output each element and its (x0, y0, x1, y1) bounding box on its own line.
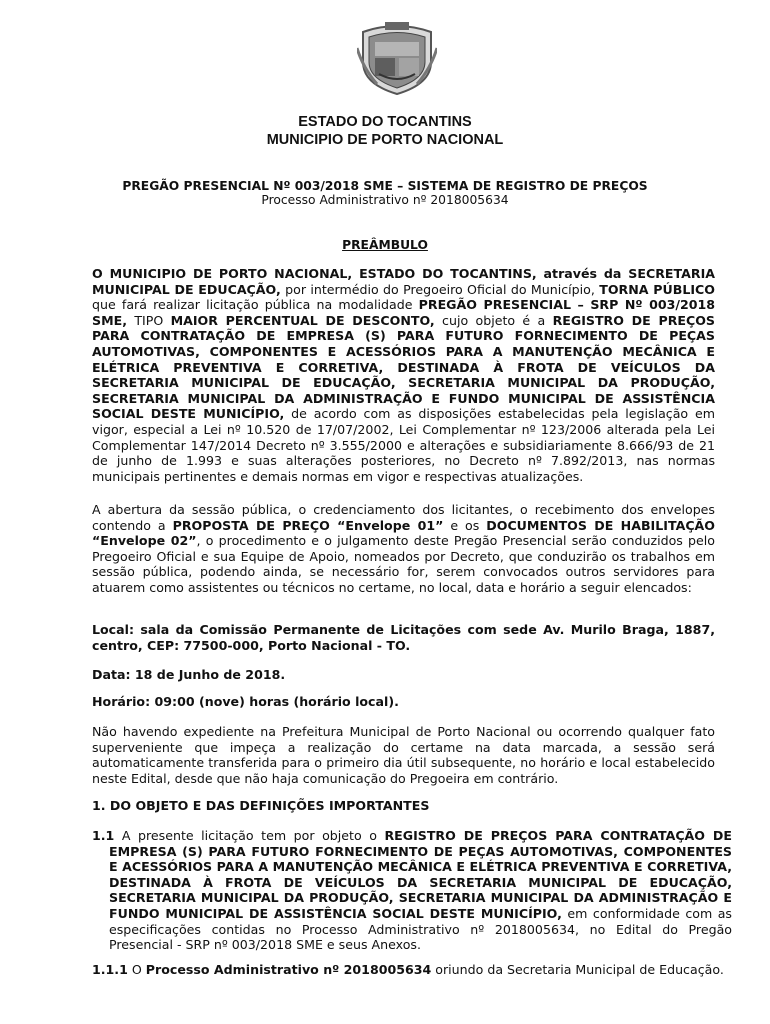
session-location: Local: sala da Comissão Permanente de Licitações com sede Av. Murilo Braga, 1887, centro, CEP: 77500-000, Porto Nacional - TO. (92, 622, 715, 653)
item-1-1: 1.1 A presente licitação tem por objeto o REGISTRO DE PREÇOS PARA CONTRATAÇÃO DE EMPRESA (S) PARA FUTURO FORNECIMENTO DE PEÇAS AUTOMOTIVAS, COMPONENTES E ACESSÓRIOS PARA A MANUTENÇÃO MECÂNICA E ELÉTRICA PREVENTIVA E CORRETIVA, DESTINADA À FROTA DE VEÍCULOS DA SECRETARIA MUNICIPAL DE EDUCAÇÃO, SECRETARIA MUNICIPAL DA PRODUÇÃO, SECRETARIA MUNICIPAL DA ADMINISTRAÇÃO E FUNDO MUNICIPAL DE ASSISTÊNCIA SOCIAL DESTE MUNICÍPIO, em conformidade com as especificações contidas no Processo Administrativo nº 2018005634, no Edital do Pregão Presencial - SRP nº 003/2018 SME e seus Anexos. (92, 828, 732, 953)
session-date: Data: 18 de Junho de 2018. (92, 667, 286, 682)
preambulo-paragraph-2: A abertura da sessão pública, o credenciamento dos licitantes, o recebimento dos envelopes contendo a PROPOSTA DE PREÇO “Envelope 01” e os DOCUMENTOS DE HABILITAÇÃO “Envelope 02”, o procedimento e o julgamento deste Pregão Presencial serão conduzidos pelo Pregoeiro Oficial e sua Equipe de Apoio, nomeados por Decreto, que conduzirão os trabalhos em sessão pública, podendo ainda, se necessário for, serem convocados outros servidores para atuarem como assistentes ou técnicos no certame, no local, data e horário a seguir elencados: (92, 502, 716, 595)
preambulo-heading: PREÂMBULO (342, 238, 428, 252)
header-state: ESTADO DO TOCANTINS (298, 114, 472, 130)
preambulo-paragraph-contingency: Não havendo expediente na Prefeitura Municipal de Porto Nacional ou ocorrendo qualquer fato superveniente que impeça a realização do certame na data marcada, a sessão será automaticamente transferida para o primeiro dia útil subsequente, no horário e local estabelecido neste Edital, desde que não haja comunicação do Pregoeira em contrário. (92, 724, 715, 786)
item-1-1-1: 1.1.1 O Processo Administrativo nº 2018005634 oriundo da Secretaria Municipal de Educação. (92, 962, 724, 977)
preambulo-paragraph-1: O MUNICIPIO DE PORTO NACIONAL, ESTADO DO TOCANTINS, através da SECRETARIA MUNICIPAL DE EDUCAÇÃO, por intermédio do Pregoeiro Oficial do Município, TORNA PÚBLICO que fará realizar licitação pública na modalidade PREGÃO PRESENCIAL – SRP Nº 003/2018 SME, TIPO MAIOR PERCENTUAL DE DESCONTO, cujo objeto é a REGISTRO DE PREÇOS PARA CONTRATAÇÃO DE EMPRESA (S) PARA FUTURO FORNECIMENTO DE PEÇAS AUTOMOTIVAS, COMPONENTES E ACESSÓRIOS PARA A MANUTENÇÃO MECÂNICA E ELÉTRICA PREVENTIVA E CORRETIVA, DESTINADA À FROTA DE VEÍCULOS DA SECRETARIA MUNICIPAL DE EDUCAÇÃO, SECRETARIA MUNICIPAL DA PRODUÇÃO, SECRETARIA MUNICIPAL DA ADMINISTRAÇÃO E FUNDO MUNICIPAL DE ASSISTÊNCIA SOCIAL DESTE MUNICÍPIO, de acordo com as disposições estabelecidas pela legislação em vigor, especial a Lei nº 10.520 de 17/07/2002, Lei Complementar nº 123/2006 alterada pela Lei Complementar 147/2014 Decreto nº 3.555/2000 e alterações e subsidiariamente 8.666/93 de 21 de junho de 1.993 e suas alterações posteriores, no Decreto nº 7.892/2013, nas normas municipais pertinentes e demais normas em vigor e respectivas atualizações. (92, 266, 716, 484)
coat-of-arms-icon (357, 18, 437, 96)
processo-number: Processo Administrativo nº 2018005634 (261, 193, 509, 207)
header-city: MUNICIPIO DE PORTO NACIONAL (266, 132, 504, 148)
pregao-title: PREGÃO PRESENCIAL Nº 003/2018 SME – SISTEMA DE REGISTRO DE PREÇOS (122, 179, 648, 193)
session-time: Horário: 09:00 (nove) horas (horário local). (92, 694, 399, 709)
section-1-heading: 1. DO OBJETO E DAS DEFINIÇÕES IMPORTANTES (92, 798, 430, 813)
